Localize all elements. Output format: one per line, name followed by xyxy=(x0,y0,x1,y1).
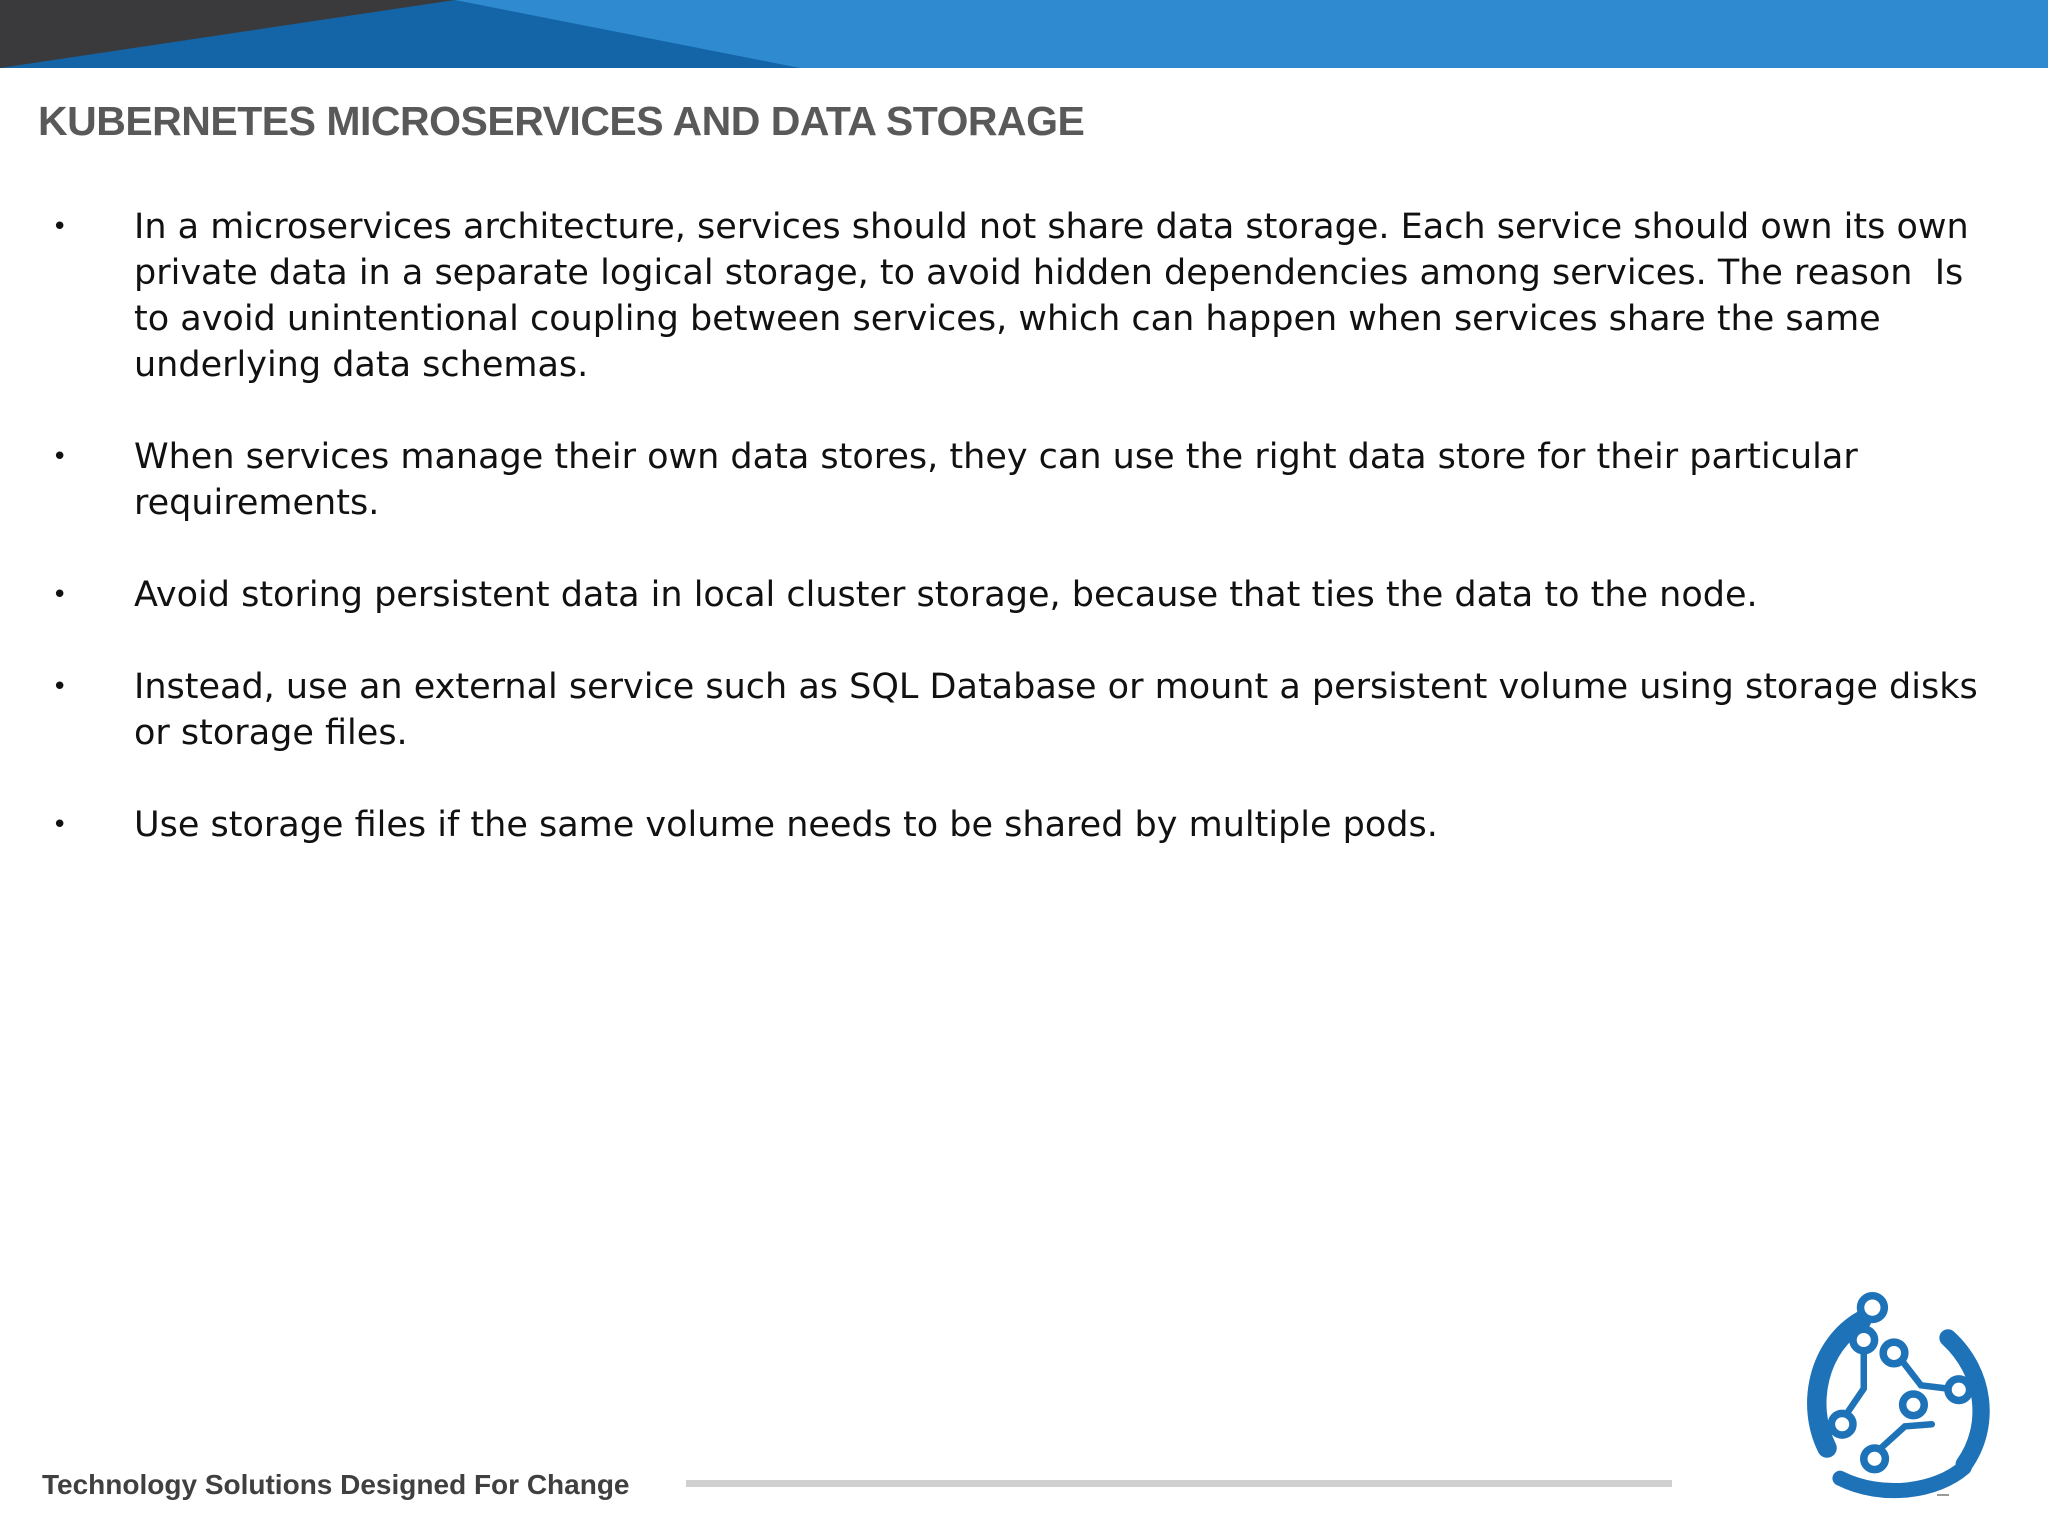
bullet-text: Avoid storing persistent data in local cluster storage, because that ties the data to the node. xyxy=(134,575,1758,615)
bullet-list xyxy=(52,204,2002,894)
bullet-marker: • xyxy=(52,212,68,242)
bullet-item-own-data-stores xyxy=(52,434,2002,526)
bullet-text: When services manage their own data stores, they can use the right data store for their particular requirements. xyxy=(134,437,1869,523)
bullet-marker: • xyxy=(52,810,68,840)
bullet-text: Instead, use an external service such as SQL Database or mount a persistent volume using storage disks or storage files. xyxy=(134,667,1989,753)
slide-title: KUBERNETES MICROSERVICES AND DATA STORAGE xyxy=(38,98,1085,144)
bullet-item-shared-volume xyxy=(52,802,2002,848)
footer-divider xyxy=(686,1480,1672,1487)
bullet-marker: • xyxy=(52,580,68,610)
header-banner xyxy=(0,0,2048,68)
company-logo-icon xyxy=(1786,1286,2002,1502)
bullet-text: In a microservices architecture, services should not share data storage. Each service should own its own private data in a separate logical storage, to avoid hidden dependencies among services. The reason Is to avoid unintentional coupling between services, which can happen when services share the same underlying data schemas. xyxy=(134,207,1980,385)
bullet-item-avoid-local-storage xyxy=(52,572,2002,618)
footer-tagline: Technology Solutions Designed For Change xyxy=(42,1469,630,1500)
bullet-item-data-ownership xyxy=(52,204,2002,388)
bullet-marker: • xyxy=(52,672,68,702)
bullet-text: Use storage files if the same volume needs to be shared by multiple pods. xyxy=(134,805,1438,845)
bullet-marker: • xyxy=(52,442,68,472)
page-number-mark xyxy=(1937,1494,1949,1496)
bullet-item-external-service xyxy=(52,664,2002,756)
